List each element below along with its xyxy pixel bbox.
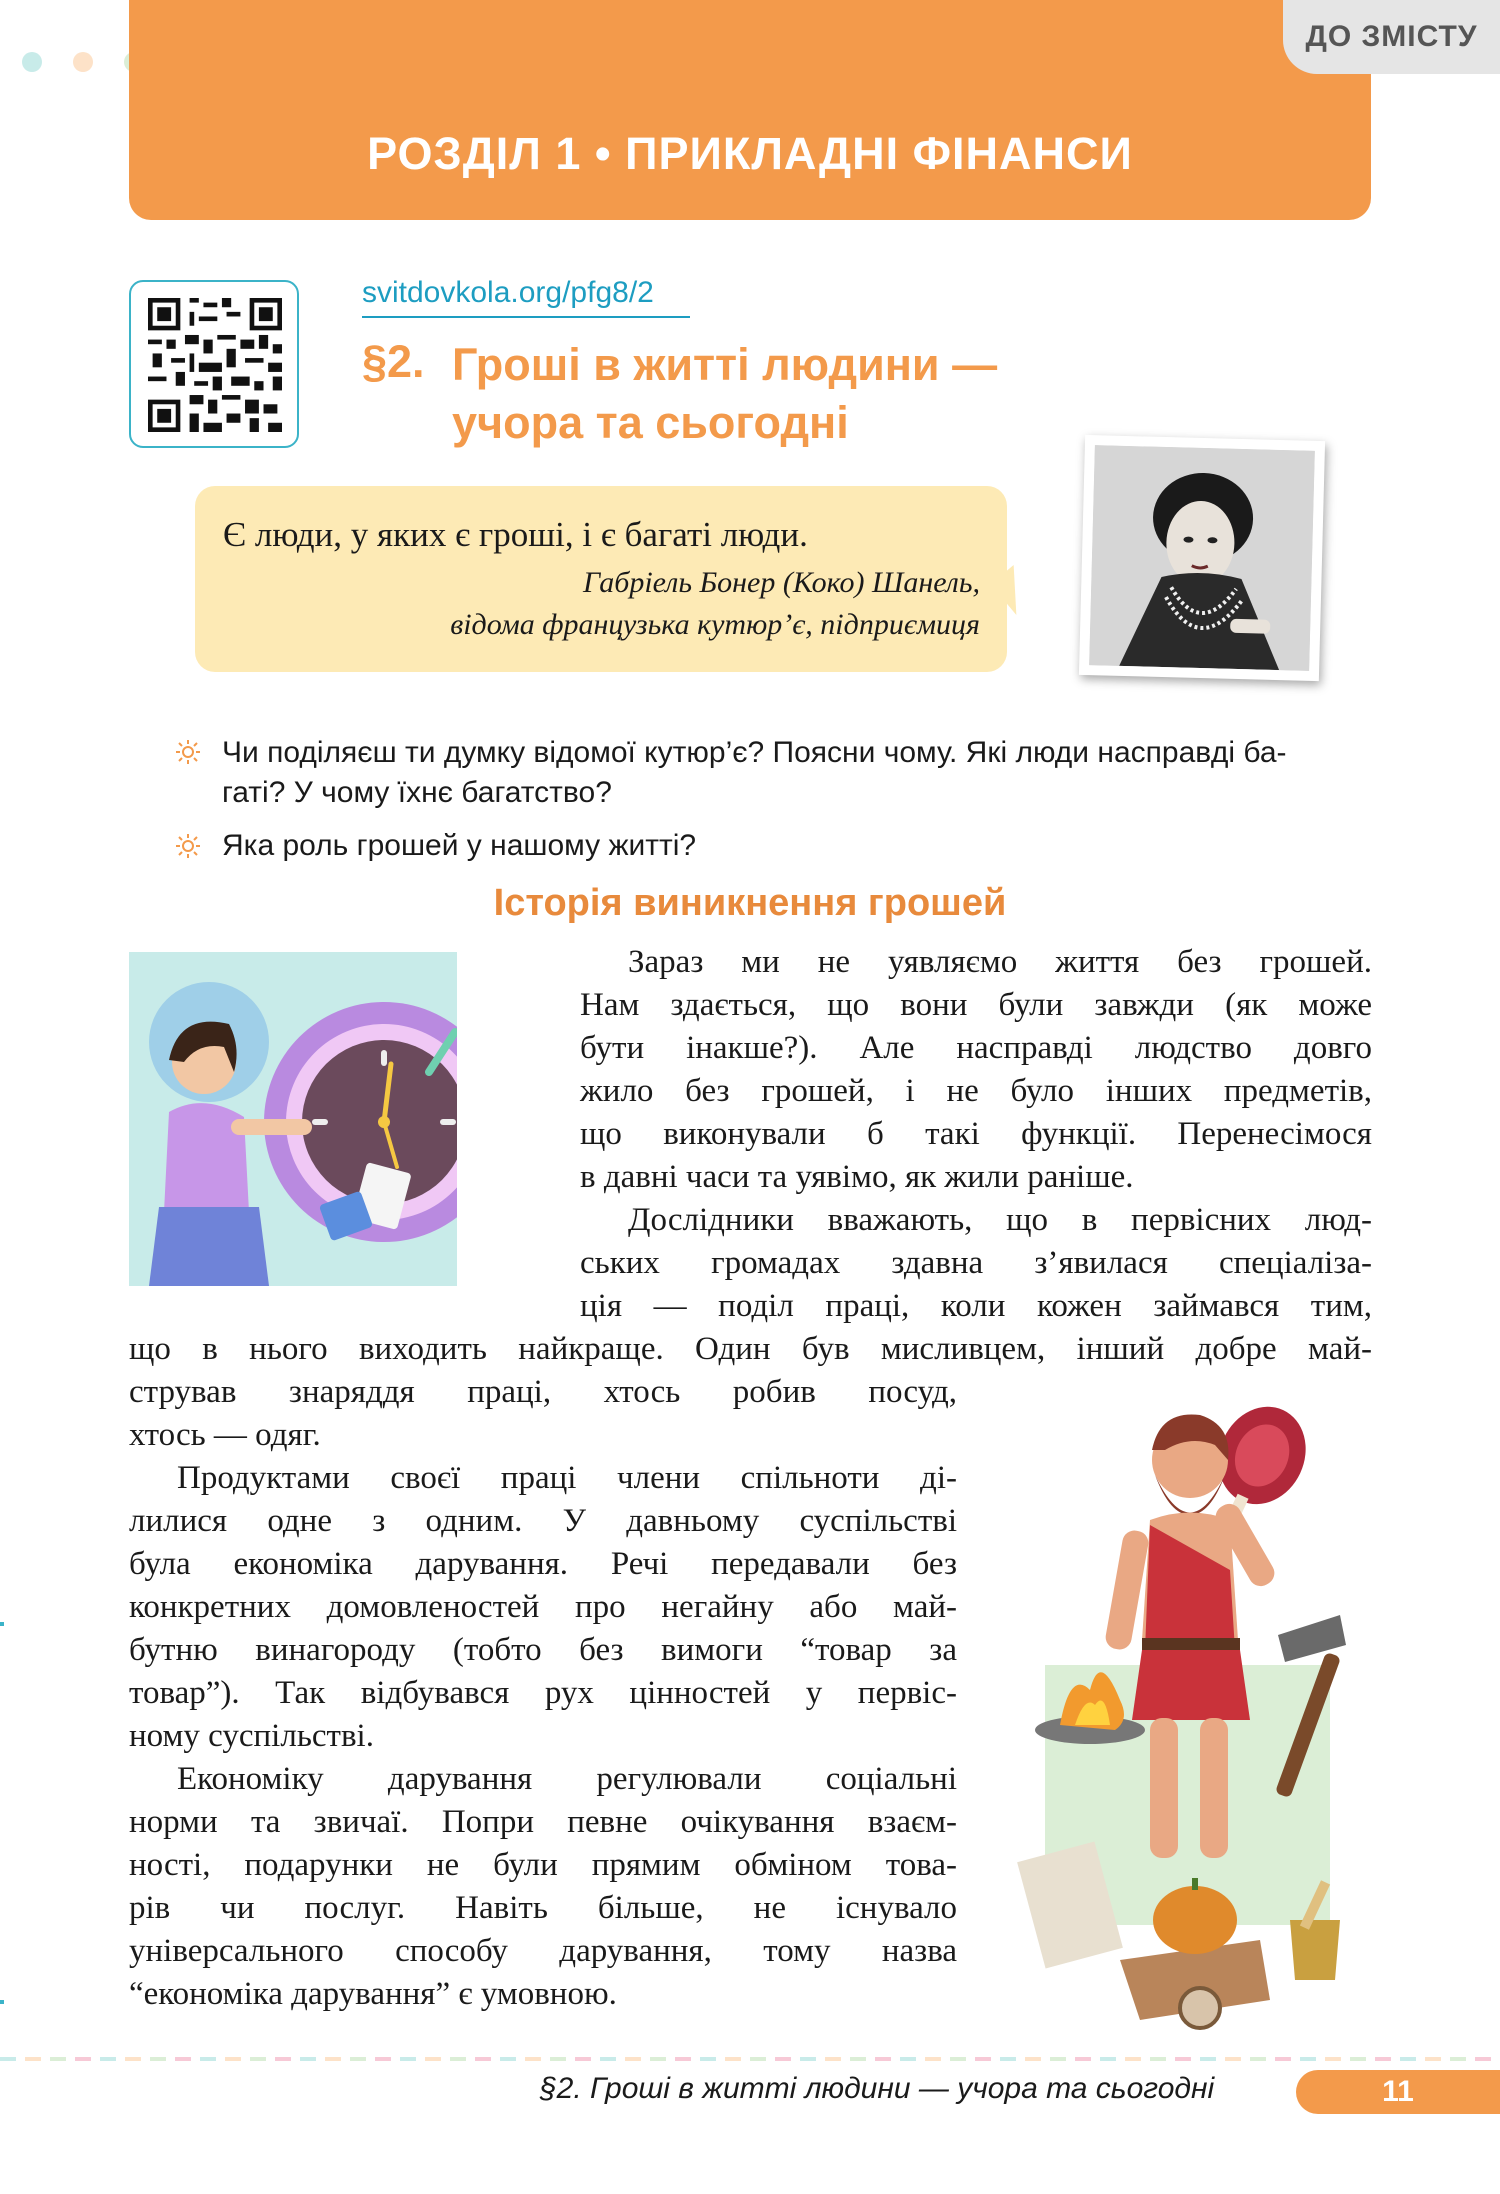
subheading: Історія виникнення грошей bbox=[493, 882, 1007, 924]
footer-title: §2. Гроші в житті людини — учора та сьогодні bbox=[540, 2072, 1215, 2105]
section-number: §2. bbox=[362, 336, 425, 387]
footer-dash bbox=[25, 2057, 41, 2061]
footer-dash bbox=[125, 2057, 141, 2061]
footer-dash bbox=[1125, 2057, 1141, 2061]
footer-dash bbox=[550, 2057, 566, 2061]
body-line: що виконували б такі функції. Перенесімося bbox=[580, 1116, 1372, 1152]
sun-icon bbox=[175, 833, 201, 859]
footer-dash bbox=[1375, 2057, 1391, 2061]
footer-dash bbox=[1250, 2057, 1266, 2061]
footer-dash bbox=[75, 2057, 91, 2061]
footer-dash bbox=[400, 2057, 416, 2061]
footer-dash bbox=[175, 2057, 191, 2061]
footer-dash bbox=[525, 2057, 541, 2061]
footer-dashed-line bbox=[0, 2057, 1500, 2061]
footer-dash bbox=[1475, 2057, 1491, 2061]
chapter-banner bbox=[129, 0, 1371, 220]
sun-icon bbox=[175, 739, 201, 765]
body-line: рів чи послуг. Навіть більше, не існувало bbox=[129, 1890, 957, 1926]
decor-dot bbox=[22, 52, 42, 72]
question-1 bbox=[222, 733, 1382, 813]
question-1-line1: Чи поділяєш ти думку відомої кутюр’є? Поясни чому. Які люди насправді ба- bbox=[222, 736, 1287, 769]
footer-dash bbox=[475, 2057, 491, 2061]
qr-code-icon bbox=[148, 296, 282, 434]
footer-dash bbox=[1075, 2057, 1091, 2061]
footer-dash bbox=[675, 2057, 691, 2061]
footer-dash bbox=[650, 2057, 666, 2061]
body-line: хтось — одяг. bbox=[129, 1417, 321, 1453]
footer-dash bbox=[200, 2057, 216, 2061]
body-line: конкретних домовленостей про негайну або май- bbox=[129, 1589, 957, 1625]
footer-dash bbox=[450, 2057, 466, 2061]
toc-button[interactable]: ДО ЗМІСТУ bbox=[1283, 0, 1500, 74]
body-line: універсального способу дарування, тому назва bbox=[129, 1933, 957, 1969]
footer-dash bbox=[375, 2057, 391, 2061]
footer-dash bbox=[325, 2057, 341, 2061]
clock-illustration bbox=[129, 952, 457, 1286]
footer-dash bbox=[775, 2057, 791, 2061]
footer-dash bbox=[1425, 2057, 1441, 2061]
body-line: Зараз ми не уявляємо життя без грошей. bbox=[628, 944, 1372, 980]
decor-dot bbox=[73, 52, 93, 72]
footer-dash bbox=[100, 2057, 116, 2061]
body-line: жило без грошей, і не було інших предметів, bbox=[580, 1073, 1372, 1109]
footer-dash bbox=[575, 2057, 591, 2061]
footer-dash bbox=[925, 2057, 941, 2061]
footer-dash bbox=[275, 2057, 291, 2061]
footer-dash bbox=[800, 2057, 816, 2061]
footer-dash bbox=[825, 2057, 841, 2061]
body-line: ських громадах здавна з’явилася спеціаліза- bbox=[580, 1245, 1372, 1281]
page-number: 11 bbox=[1296, 2070, 1500, 2114]
footer-dash bbox=[1100, 2057, 1116, 2061]
footer-dash bbox=[225, 2057, 241, 2061]
footer-dash bbox=[625, 2057, 641, 2061]
footer-dash bbox=[0, 2057, 16, 2061]
section-title bbox=[452, 336, 1152, 452]
footer-dash bbox=[1400, 2057, 1416, 2061]
link-underline bbox=[362, 316, 690, 318]
footer-dash bbox=[1175, 2057, 1191, 2061]
footer-dash bbox=[250, 2057, 266, 2061]
qr-code[interactable] bbox=[129, 280, 299, 448]
body-block-2 bbox=[129, 1371, 957, 2016]
footer-dash bbox=[1150, 2057, 1166, 2061]
section-title-line2: учора та сьогодні bbox=[452, 397, 849, 448]
question-1-line2: гаті? У чому їхнє багатство? bbox=[222, 776, 612, 809]
footer-dash bbox=[975, 2057, 991, 2061]
body-line: норми та звичаї. Попри певне очікування взаєм- bbox=[129, 1804, 957, 1840]
body-line: “економіка дарування” є умовною. bbox=[129, 1976, 617, 2012]
footer-dash bbox=[725, 2057, 741, 2061]
body-line: стрував знаряддя праці, хтось робив посуд, bbox=[129, 1374, 957, 1410]
footer-dash bbox=[600, 2057, 616, 2061]
section-link[interactable]: svitdovkola.org/pfg8/2 bbox=[362, 276, 654, 309]
body-line: товар”). Так відбувався рух цінностей у первіс- bbox=[129, 1675, 957, 1711]
clock-girl-image bbox=[129, 952, 457, 1286]
footer-dash bbox=[750, 2057, 766, 2061]
portrait-image bbox=[1089, 445, 1315, 671]
body-line: ності, подарунки не були прямим обміном това- bbox=[129, 1847, 957, 1883]
footer-dash bbox=[1450, 2057, 1466, 2061]
chapter-title: РОЗДІЛ 1 • ПРИКЛАДНІ ФІНАНСИ bbox=[367, 128, 1133, 179]
footer-dash bbox=[900, 2057, 916, 2061]
footer-dash bbox=[1200, 2057, 1216, 2061]
footer-dash bbox=[875, 2057, 891, 2061]
footer-dash bbox=[1225, 2057, 1241, 2061]
body-line: Нам здається, що вони були завжди (як може bbox=[580, 987, 1372, 1023]
quote-text: Є люди, у яких є гроші, і є багаті люди. bbox=[223, 515, 808, 554]
side-marker bbox=[0, 2000, 4, 2004]
footer-dash bbox=[500, 2057, 516, 2061]
footer-dash bbox=[50, 2057, 66, 2061]
footer-dash bbox=[150, 2057, 166, 2061]
caveman-image bbox=[1010, 1400, 1370, 2030]
body-line: Дослідники вважають, що в первісних люд- bbox=[628, 1202, 1372, 1238]
question-2: Яка роль грошей у нашому житті? bbox=[222, 829, 697, 862]
body-line: лилися одне з одним. У давньому суспільстві bbox=[129, 1503, 957, 1539]
footer-dash bbox=[300, 2057, 316, 2061]
body-line: в давні часи та уявімо, як жили раніше. bbox=[580, 1159, 1134, 1195]
body-line: Продуктами своєї праці члени спільноти ді- bbox=[177, 1460, 957, 1496]
body-line: бутню винагороду (тобто без вимоги “товар за bbox=[129, 1632, 957, 1668]
quote-author-desc: відома французька кутюр’є, підприємиця bbox=[450, 608, 980, 641]
body-full-line: що в нього виходить найкраще. Один був мисливцем, інший добре май- bbox=[129, 1331, 1372, 1367]
footer-dash bbox=[1000, 2057, 1016, 2061]
footer-dash bbox=[850, 2057, 866, 2061]
body-block-1 bbox=[580, 941, 1372, 1328]
section-title-line1: Гроші в житті людини — bbox=[452, 339, 998, 390]
quote-author-name: Габріель Бонер (Коко) Шанель, bbox=[582, 566, 980, 599]
footer-dash bbox=[1325, 2057, 1341, 2061]
footer-dash bbox=[350, 2057, 366, 2061]
footer-dash bbox=[425, 2057, 441, 2061]
body-line: бути інакше?). Але насправді людство довго bbox=[580, 1030, 1372, 1066]
body-line: ція — поділ праці, коли кожен займався тим, bbox=[580, 1288, 1372, 1324]
footer-dash bbox=[1300, 2057, 1316, 2061]
side-marker bbox=[0, 1622, 4, 1626]
portrait-photo bbox=[1079, 435, 1325, 681]
footer-dash bbox=[1275, 2057, 1291, 2061]
footer-dash bbox=[700, 2057, 716, 2061]
body-line: ному суспільстві. bbox=[129, 1718, 374, 1754]
footer-dash bbox=[950, 2057, 966, 2061]
footer-dash bbox=[1350, 2057, 1366, 2061]
body-line: була економіка дарування. Речі передавали без bbox=[129, 1546, 957, 1582]
body-line: Економіку дарування регулювали соціальні bbox=[177, 1761, 957, 1797]
footer-dash bbox=[1050, 2057, 1066, 2061]
footer-dash bbox=[1025, 2057, 1041, 2061]
